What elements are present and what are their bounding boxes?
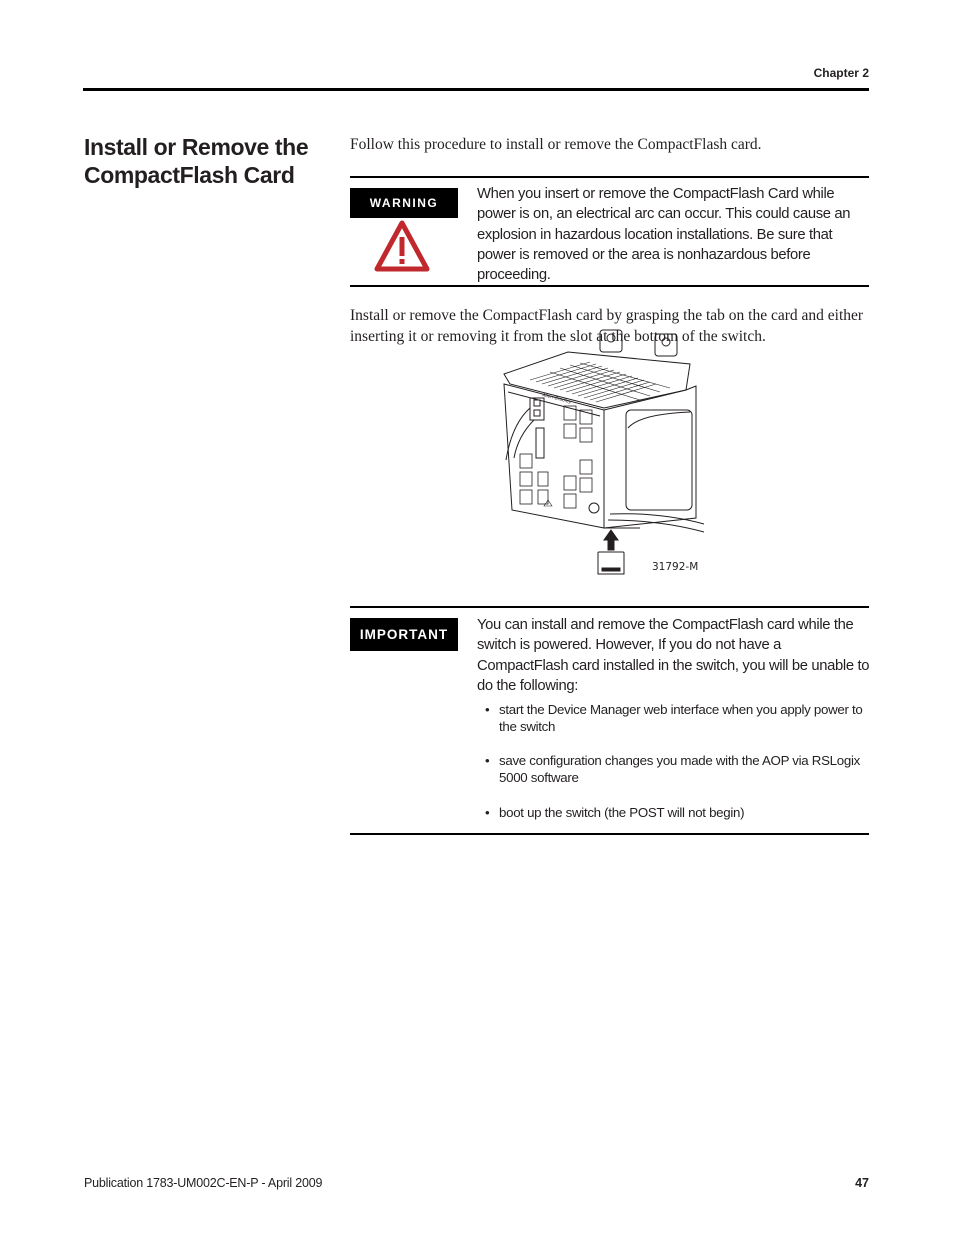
chapter-label: Chapter 2 [813,66,869,80]
important-bottom-rule [350,833,869,835]
switch-illustration [490,328,712,578]
list-item: • start the Device Manager web interface when you apply power to the switch [485,701,875,735]
important-text: You can install and remove the CompactFlash card while the switch is powered. However, If you do not have a CompactFlash card installed in the switch, you will be unable to do the following: [477,617,870,694]
instruction-paragraph: Install or remove the CompactFlash card by grasping the tab on the card and either inserting it or removing it from the slot at the bottom of the switch. [350,307,864,345]
figure-label: 31792-M [652,561,699,573]
section-title: Install or Remove the CompactFlash Card [84,134,309,188]
important-bullet-list [485,701,875,821]
warning-top-rule [350,176,869,178]
list-item: • boot up the switch (the POST will not begin) [485,804,875,821]
header-rule [83,88,869,91]
important-top-rule [350,606,869,608]
footer-publication: Publication 1783-UM002C-EN-P - April 2009 [84,1176,323,1190]
warning-triangle-icon [374,220,430,272]
warning-bottom-rule [350,285,869,287]
brand-mark: Allen-Bradley [541,393,572,406]
warning-text: When you insert or remove the CompactFlash Card while power is on, an electrical arc can occur. This could cause an explosion in hazardous location installations. Be sure that power is removed or the area is nonhazardous before proceeding. [477,186,851,284]
intro-paragraph: Follow this procedure to install or remove the CompactFlash card. [350,136,762,153]
warning-badge: WARNING [350,188,458,218]
list-item: • save configuration changes you made with the AOP via RSLogix 5000 software [485,752,875,786]
important-badge: IMPORTANT [350,618,458,651]
page-number: 47 [855,1176,869,1190]
